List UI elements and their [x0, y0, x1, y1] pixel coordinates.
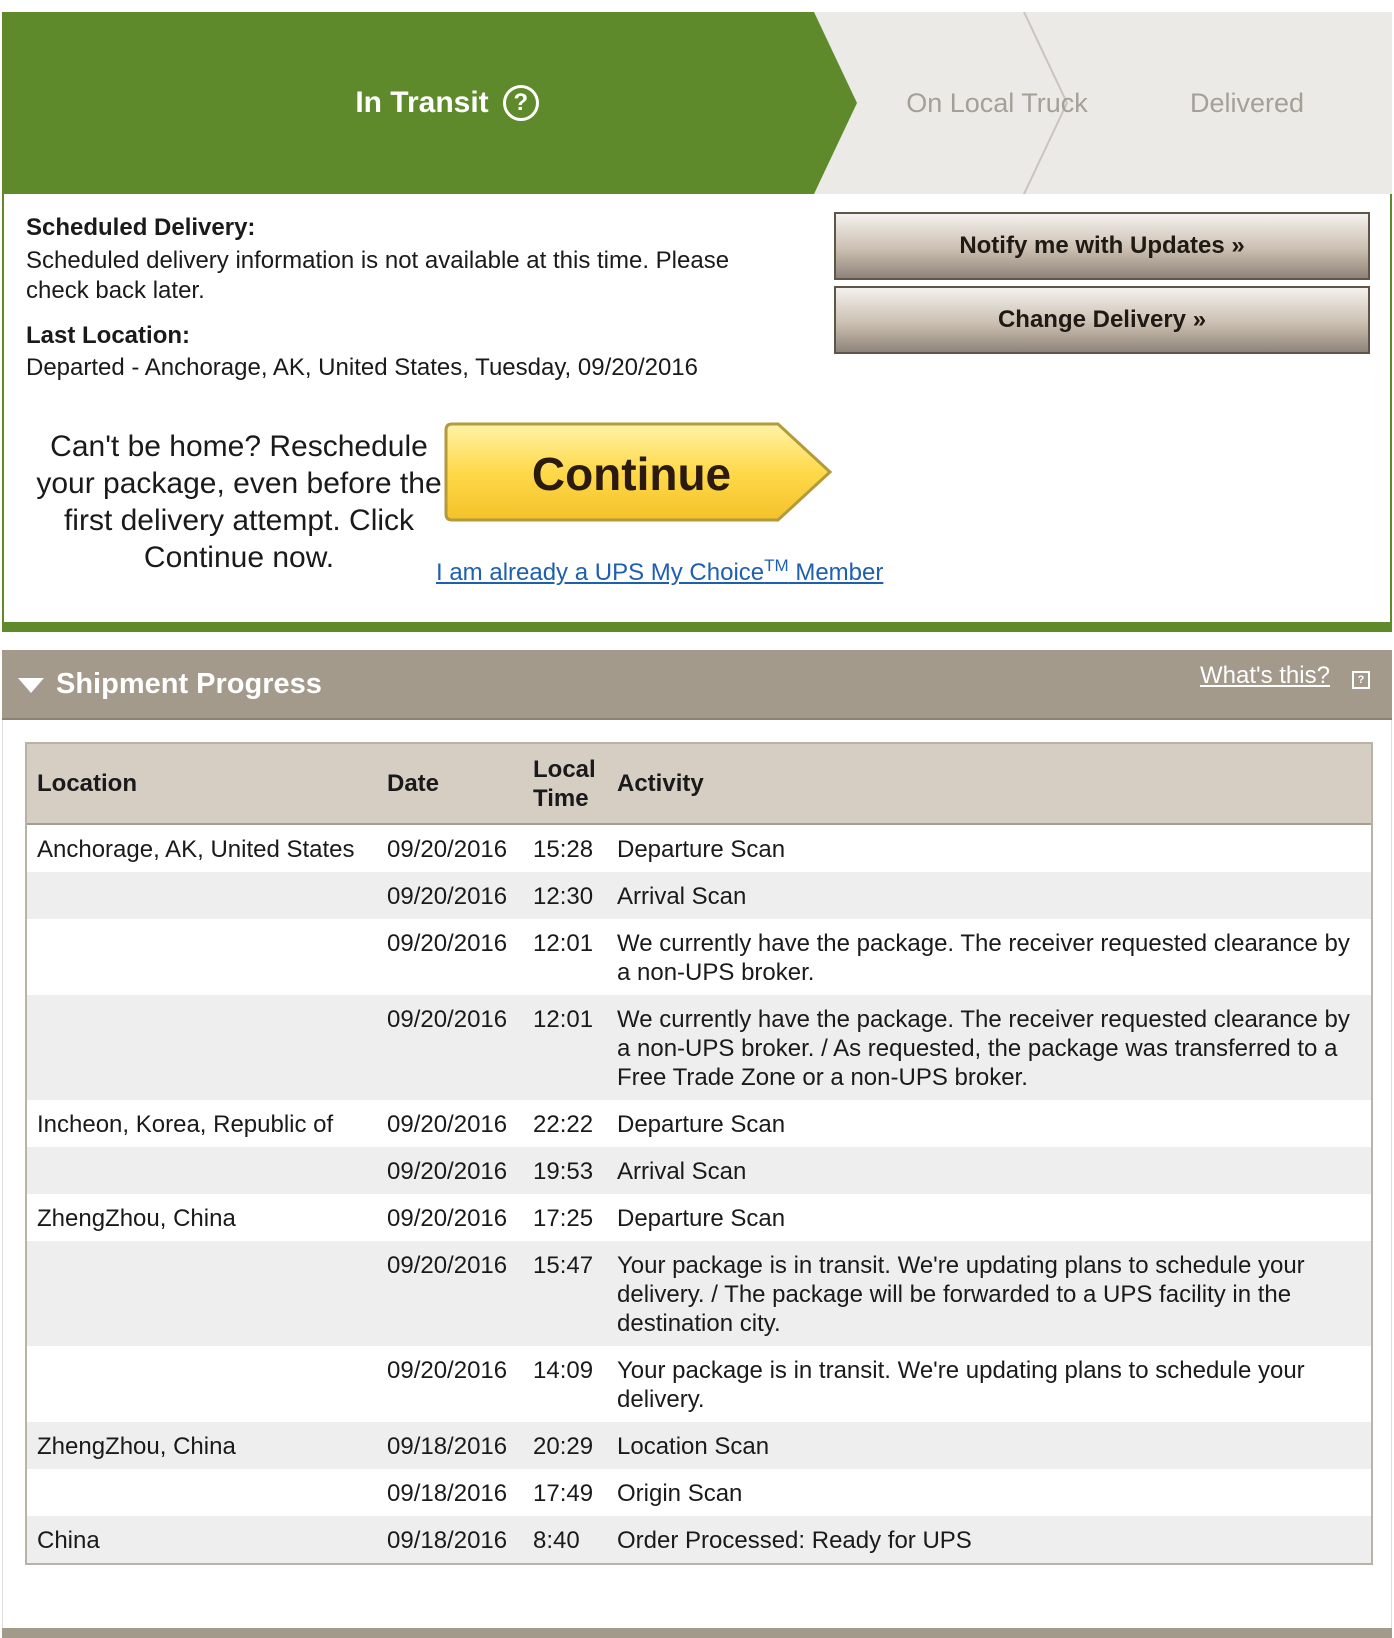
last-location-title: Last Location:: [26, 322, 191, 349]
scheduled-delivery-text: Scheduled delivery information is not available at this time. Please check back later.: [26, 247, 730, 304]
table-row: [27, 1346, 1371, 1422]
change-delivery-button[interactable]: Change Delivery »: [834, 286, 1370, 354]
shipment-progress-table: [27, 744, 1371, 1563]
cell-location: [27, 1346, 377, 1422]
continue-button-label: Continue: [531, 448, 732, 500]
cell-date: 09/18/2016: [387, 1480, 508, 1507]
cell-date: 09/20/2016: [387, 883, 508, 910]
notify-updates-button[interactable]: Notify me with Updates »: [834, 212, 1370, 280]
cell-date: 09/20/2016: [387, 930, 508, 957]
cell-date: 09/20/2016: [387, 1252, 508, 1279]
column-header-local-time: Local Time: [523, 744, 607, 824]
cell-location: [27, 872, 377, 919]
help-icon[interactable]: ?: [503, 85, 539, 121]
cell-time: 20:29: [533, 1433, 594, 1460]
table-row: [27, 1194, 1371, 1241]
cell-location: ZhengZhou, China: [37, 1433, 236, 1460]
cell-date: 09/20/2016: [387, 1111, 508, 1138]
cell-time: 14:09: [533, 1357, 594, 1384]
column-header-location: Location: [27, 744, 377, 824]
table-header-row: [27, 744, 1371, 824]
member-link-text: I am already a UPS My Choice: [436, 559, 765, 586]
cell-activity: We currently have the package. The receiver requested clearance by a non-UPS broker.: [617, 930, 1350, 986]
cell-date: 09/20/2016: [387, 836, 508, 863]
collapse-caret-icon[interactable]: [18, 678, 44, 693]
table-row: [27, 1516, 1371, 1563]
bottom-border: [2, 1628, 1392, 1638]
cell-activity: Arrival Scan: [617, 883, 747, 910]
step-in-transit-label: In Transit: [355, 86, 489, 119]
column-header-date: Date: [377, 744, 523, 824]
cell-location: Anchorage, AK, United States: [37, 836, 355, 863]
cell-date: 09/20/2016: [387, 1158, 508, 1185]
scheduled-delivery-title: Scheduled Delivery:: [26, 214, 256, 241]
cell-time: 12:01: [533, 1006, 594, 1033]
cell-time: 22:22: [533, 1111, 594, 1138]
cell-activity: Departure Scan: [617, 1205, 786, 1232]
step-delivered: Delivered: [1189, 87, 1305, 118]
table-row: [27, 919, 1371, 995]
cell-location: Incheon, Korea, Republic of: [37, 1111, 334, 1138]
cell-activity: Your package is in transit. We're updating plans to schedule your delivery.: [617, 1357, 1305, 1413]
cell-time: 17:25: [533, 1205, 594, 1232]
table-row: [27, 1147, 1371, 1194]
table-row: [27, 824, 1371, 872]
cell-location: [27, 1469, 377, 1516]
table-row: [27, 1469, 1371, 1516]
cell-activity: Arrival Scan: [617, 1158, 747, 1185]
table-row: [27, 872, 1371, 919]
cell-time: 8:40: [533, 1527, 580, 1554]
cell-activity: Your package is in transit. We're updating plans to schedule your delivery. / The package will be forwarded to a UPS facility in the destination city.: [617, 1252, 1305, 1337]
step-on-local-truck: On Local Truck: [906, 87, 1088, 118]
cell-activity: Departure Scan: [617, 836, 786, 863]
table-row: [27, 1100, 1371, 1147]
shipment-progress-body: [2, 720, 1392, 1638]
cell-activity: Location Scan: [617, 1433, 770, 1460]
last-location-text: Departed - Anchorage, AK, United States, Tuesday, 09/20/2016: [26, 354, 698, 381]
delivery-summary-panel: [2, 194, 1392, 632]
cell-time: 15:28: [533, 836, 594, 863]
step-in-transit: [2, 12, 892, 194]
cell-activity: Departure Scan: [617, 1111, 786, 1138]
table-row: [27, 1422, 1371, 1469]
cell-time: 17:49: [533, 1480, 594, 1507]
cell-date: 09/20/2016: [387, 1205, 508, 1232]
cell-location: [27, 919, 377, 995]
shipment-progress-header[interactable]: [2, 650, 1392, 720]
shipment-progress-title: Shipment Progress: [56, 668, 322, 700]
cell-activity: Order Processed: Ready for UPS: [617, 1527, 972, 1554]
cell-time: 19:53: [533, 1158, 594, 1185]
table-row: [27, 995, 1371, 1100]
cell-location: [27, 1241, 377, 1346]
cell-time: 12:01: [533, 930, 594, 957]
reschedule-prompt: Can't be home? Reschedule your package, even before the first delivery attempt. Click Continue now.: [36, 430, 442, 574]
popup-window-icon[interactable]: ?: [1352, 671, 1370, 689]
column-header-activity: Activity: [607, 744, 1371, 824]
cell-activity: Origin Scan: [617, 1480, 743, 1507]
cell-date: 09/20/2016: [387, 1006, 508, 1033]
whats-this-link[interactable]: What's this?: [1200, 662, 1330, 689]
cell-location: [27, 1147, 377, 1194]
cell-date: 09/20/2016: [387, 1357, 508, 1384]
shipment-table-container: [25, 742, 1373, 1565]
cell-date: 09/18/2016: [387, 1527, 508, 1554]
cell-time: 12:30: [533, 883, 594, 910]
cell-date: 09/18/2016: [387, 1433, 508, 1460]
cell-activity: We currently have the package. The receiver requested clearance by a non-UPS broker. / As requested, the package was transferred to a Free Trade Zone or a non-UPS broker.: [617, 1006, 1350, 1091]
trademark-mark: TM: [764, 556, 789, 575]
continue-button[interactable]: [444, 422, 854, 526]
cell-location: ZhengZhou, China: [37, 1205, 236, 1232]
cell-location: China: [37, 1527, 100, 1554]
delivery-progress-tracker: [2, 12, 1392, 194]
cell-time: 15:47: [533, 1252, 594, 1279]
member-link-suffix: Member: [788, 559, 884, 586]
table-row: [27, 1241, 1371, 1346]
cell-location: [27, 995, 377, 1100]
my-choice-member-link[interactable]: [436, 556, 883, 587]
